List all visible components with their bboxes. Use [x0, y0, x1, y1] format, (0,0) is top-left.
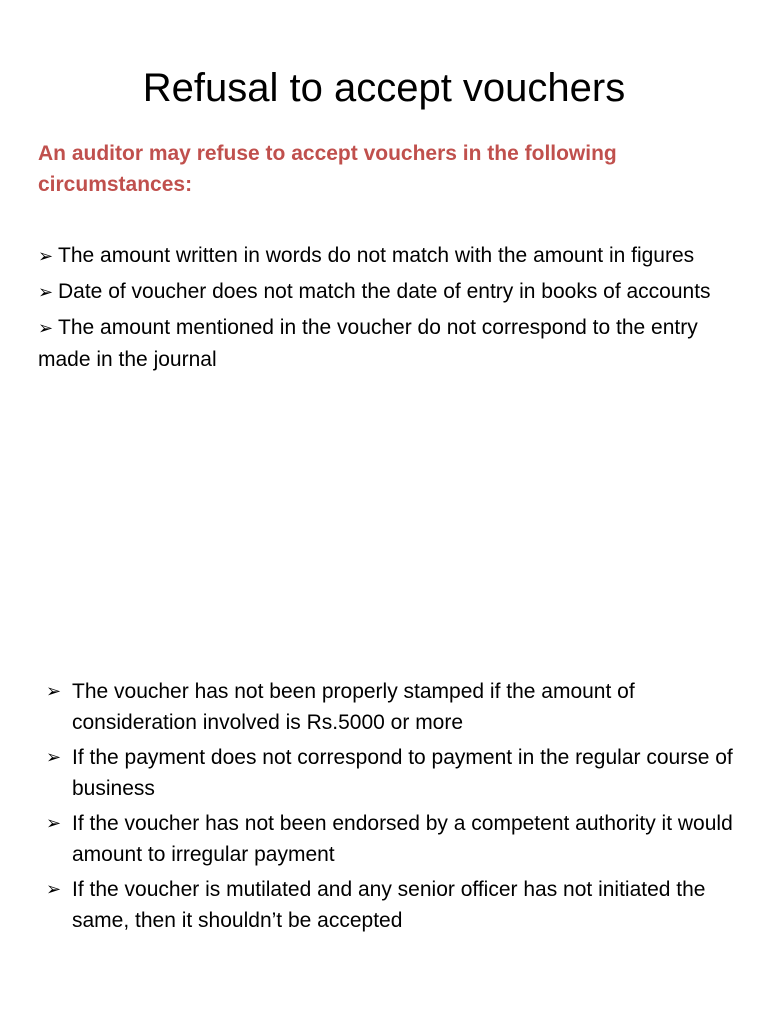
arrow-bullet-icon: ➢: [46, 879, 62, 899]
list-item-text: The voucher has not been properly stamped if the amount of consideration involved is Rs.5000 or more: [72, 680, 635, 734]
list-item: [38, 276, 738, 308]
list-item-text: If the voucher is mutilated and any senior officer has not initiated the same, then it shouldn’t be accepted: [72, 878, 706, 932]
list-item: [38, 312, 738, 375]
arrow-bullet-icon: ➢: [46, 813, 62, 833]
arrow-bullet-icon: ➢: [38, 282, 54, 302]
arrow-bullet-icon: ➢: [38, 246, 54, 266]
list-item-text: If the payment does not correspond to payment in the regular course of business: [72, 746, 733, 800]
list-item-text: The amount mentioned in the voucher do not correspond to the entry made in the journal: [38, 316, 698, 371]
list-item-text: The amount written in words do not match with the amount in figures: [58, 244, 695, 267]
list-item: [38, 742, 738, 804]
list-item: [38, 874, 738, 936]
slide-title: Refusal to accept vouchers: [142, 66, 626, 110]
list-item: [38, 240, 738, 272]
bullet-list-top: [38, 240, 738, 379]
intro-text: An auditor may refuse to accept vouchers in the following circumstances:: [38, 142, 617, 196]
list-item: [38, 676, 738, 738]
list-item: [38, 808, 738, 870]
arrow-bullet-icon: ➢: [46, 681, 62, 701]
arrow-bullet-icon: ➢: [46, 747, 62, 767]
arrow-bullet-icon: ➢: [38, 318, 54, 338]
bullet-list-bottom: [38, 676, 738, 940]
list-item-text: If the voucher has not been endorsed by a competent authority it would amount to irregular payment: [72, 812, 733, 866]
list-item-text: Date of voucher does not match the date of entry in books of accounts: [58, 280, 711, 303]
